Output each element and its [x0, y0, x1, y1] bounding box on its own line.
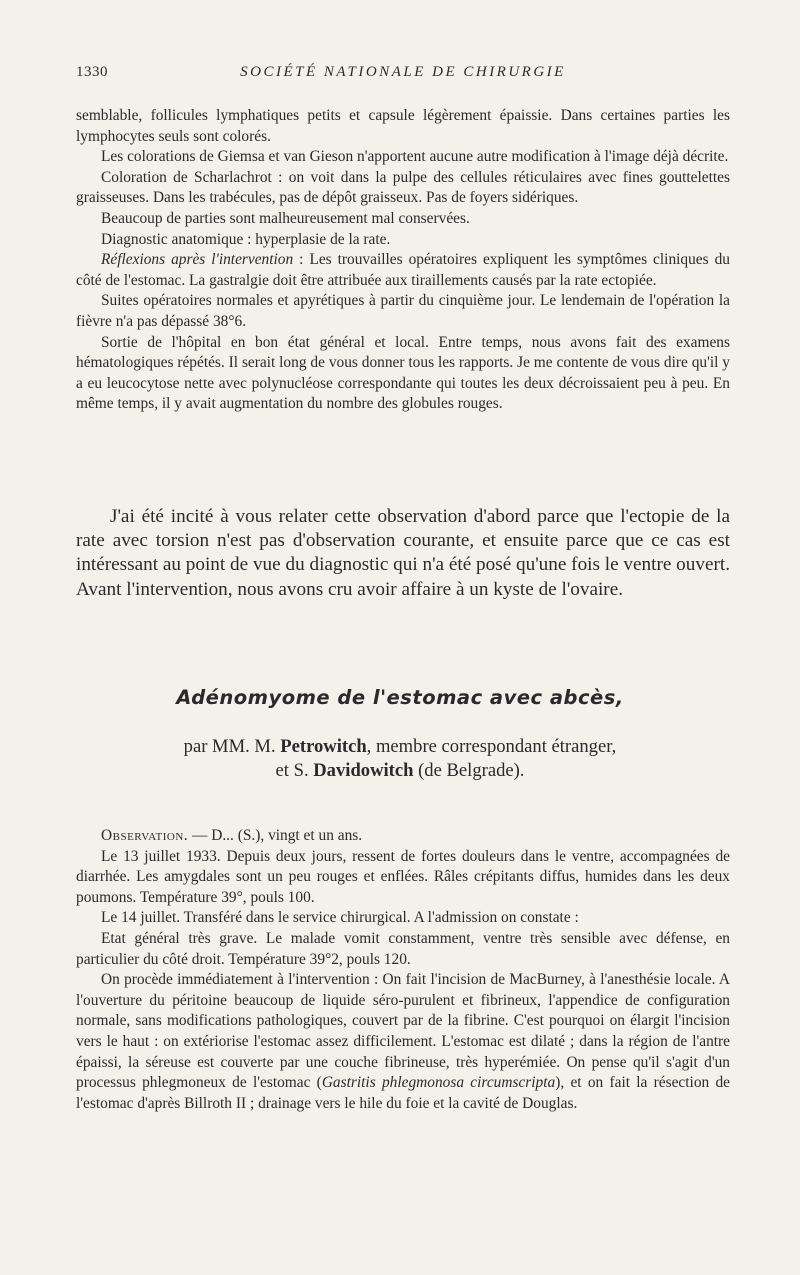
paragraph: Sortie de l'hôpital en bon état général et local. Entre temps, nous avons fait des examens hématologiques répétés. Il serait long de vous donner tous les rapports. Je me contente de vous dire qu'il y a eu leucocytose nette avec polynucléose correspondante qui toutes les deux décroissaient peu à peu. En même temps, il y avait augmentation du nombre des globules rouges.	[76, 333, 730, 413]
paragraph: Etat général très grave. Le malade vomit constamment, ventre très sensible avec défense, en particulier du côté droit. Température 39°2, pouls 120.	[76, 929, 730, 968]
article-byline	[0, 735, 800, 783]
conclusion-block	[76, 505, 730, 602]
byline-suffix: , membre correspondant étranger,	[366, 736, 617, 757]
article-title: Adénomyome de l'estomac avec abcès,	[176, 686, 624, 709]
observation-heading	[76, 826, 730, 847]
conclusion-paragraph: J'ai été incité à vous relater cette observation d'abord parce que l'ectopie de la rate avec torsion n'est pas d'observation courante, et ensuite parce que ce cas est intéressant au point de vue du diagnostic qui n'a été posé qu'une fois le ventre ouvert. Avant l'intervention, nous avons cru avoir affaire à un kyste de l'ovaire.	[76, 506, 730, 600]
byline-line-1	[0, 735, 800, 759]
paragraph: Beaucoup de parties sont malheureusement mal conservées.	[101, 209, 470, 227]
paragraph: Suites opératoires normales et apyrétiques à partir du cinquième jour. Le lendemain de l'opération la fièvre n'a pas dépassé 38°6.	[76, 292, 730, 330]
text-run: ), et on fait la résection de l'estomac d'après Billroth II ; drainage vers le hile du foie et la cavité de Douglas.	[76, 1074, 730, 1112]
observation-intro: — D... (S.), vingt et un ans.	[188, 827, 363, 844]
author-name: Petrowitch	[280, 736, 367, 757]
observation-label: Observation.	[101, 827, 189, 844]
paragraph	[76, 970, 730, 1114]
page-header	[76, 64, 730, 88]
page-number: 1330	[76, 64, 108, 80]
paragraph: Diagnostic anatomique : hyperplasie de la rate.	[101, 230, 391, 248]
top-text-block	[76, 106, 730, 415]
author-name: Davidowitch	[313, 760, 414, 781]
paragraph: Le 14 juillet. Transféré dans le service chirurgical. A l'admission on constate :	[101, 909, 579, 927]
running-title: SOCIÉTÉ NATIONALE DE CHIRURGIE	[240, 64, 566, 80]
byline-prefix: et S.	[275, 760, 314, 781]
reflexions-paragraph	[76, 250, 730, 291]
text-run: On procède immédiatement à l'intervention : On fait l'incision de MacBurney, à l'anesthésie locale. A l'ouverture du péritoine beaucoup de liquide séro-purulent et fibrineux, l'appendice de configuration normale, sans modifications pathologiques, couvert par de la fibrine. C'est pourquoi on élargit l'incision vers le haut : on extériorise l'estomac assez difficilement. L'estomac est dilaté ; dans la région de l'antre épaissi, la séreuse est couverte par une couche fibrineuse, très hyperémiée. On pense qu'il s'agit d'un processus phlegmoneux de l'estomac (	[76, 971, 730, 1092]
byline-prefix: par MM. M.	[183, 736, 281, 757]
paragraph: semblable, follicules lymphatiques petits et capsule légèrement épaissie. Dans certaines parties les lymphocytes seuls sont colorés.	[76, 107, 730, 145]
paragraph: Les colorations de Giemsa et van Gieson n'apportent aucune autre modification à l'image déjà décrite.	[101, 148, 729, 166]
observation-block	[76, 826, 730, 1114]
byline-line-2	[0, 759, 800, 783]
byline-suffix: (de Belgrade).	[413, 760, 525, 781]
paragraph: Coloration de Scharlachrot : on voit dans la pulpe des cellules réticulaires avec fines gouttelettes graisseuses. Dans les trabécules, pas de dépôt graisseux. Pas de foyers sidériques.	[76, 168, 730, 207]
reflexions-label: Réflexions après l'intervention	[101, 251, 294, 269]
reflexions-text: : Les trouvailles opératoires expliquent les symptômes cliniques du côté de l'estomac. La gastralgie doit être attribuée aux tiraillements causés par la rate ectopiée.	[76, 251, 730, 289]
paragraph: Le 13 juillet 1933. Depuis deux jours, ressent de fortes douleurs dans le ventre, accompagnées de diarrhée. Les amygdales sont un peu rouges et enflées. Râles crépitants diffus, humides dans les deux poumons. Température 39°, pouls 100.	[76, 847, 730, 906]
latin-diagnosis: Gastritis phlegmonosa circumscripta	[321, 1074, 556, 1092]
